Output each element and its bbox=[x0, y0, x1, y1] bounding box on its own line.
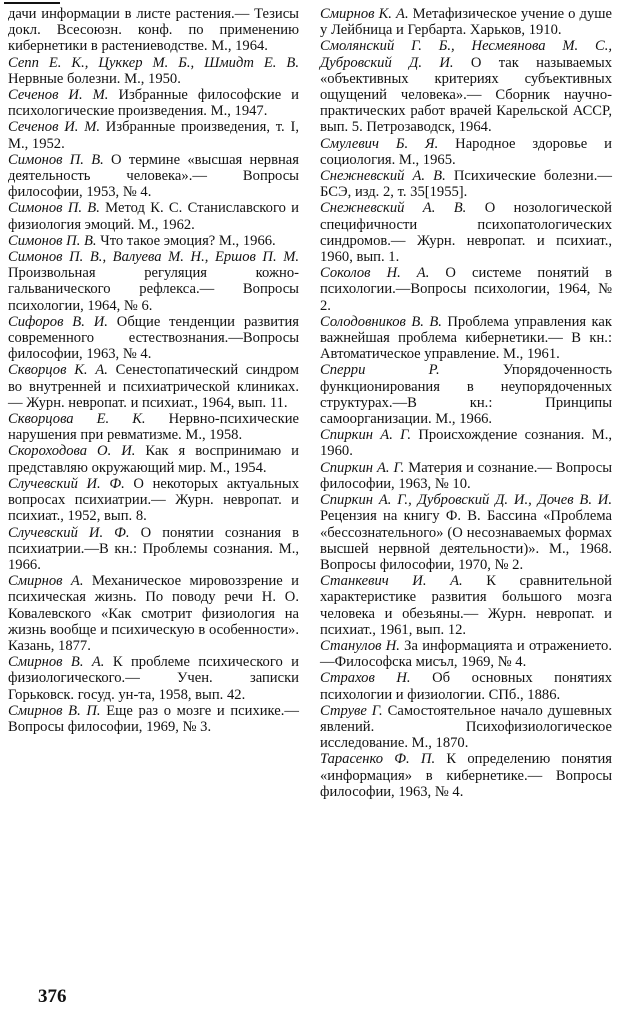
bibliography-entry bbox=[8, 152, 299, 201]
entry-author: Станкевич И. А. bbox=[320, 573, 463, 590]
entry-author: Спиркин А. Г. bbox=[320, 459, 405, 476]
entry-text: Упорядоченность функционирования в неупорядоченных структурах.—В кн.: Принципы самоорганизации. М., 1966. bbox=[320, 362, 612, 428]
entry-text: Рецензия на книгу Ф. В. Бассина «Проблема «бессознательного» (О несознаваемых формах высшей нервной деятельности)». М., 1968. Вопросы философии, 1970, № 2. bbox=[320, 508, 612, 573]
entry-author: Спиркин А. Г., Дубровский Д. И., Дочев В. И. bbox=[320, 492, 612, 509]
entry-author: Смолянский Г. Б., Несмеянова М. С., Дубровский Д. И. bbox=[320, 38, 612, 71]
bibliography-entry bbox=[320, 314, 612, 363]
entry-author: Сперри Р. bbox=[320, 362, 440, 379]
entry-text: Сенестопатический синдром во внутренней и психиатрической клиниках. — Журн. невропат. и психиат., 1964, вып. 11. bbox=[8, 362, 299, 411]
entry-text: Избранные произведения, т. I, М., 1952. bbox=[8, 119, 299, 152]
entry-author: Сепп Е. К., Цуккер М. Б., Шмидт Е. В. bbox=[8, 54, 299, 71]
entry-author: Сеченов И. М. bbox=[8, 87, 109, 104]
bibliography-left-column bbox=[8, 6, 299, 735]
bibliography-entry bbox=[320, 38, 612, 135]
bibliography-entry bbox=[8, 119, 299, 151]
entry-text: О понятии сознания в психиатрии.—В кн.: Проблемы сознания. М., 1966. bbox=[8, 524, 300, 573]
bibliography-entry bbox=[320, 573, 612, 638]
entry-author: Смирнов А. bbox=[8, 573, 84, 590]
entry-author: Смулевич Б. Я. bbox=[320, 135, 439, 152]
bibliography-entry bbox=[8, 476, 299, 525]
entry-author: Симонов П. В., Валуева М. Н., Ершов П. М. bbox=[8, 249, 299, 266]
entry-author: Симонов П. В. bbox=[8, 232, 97, 249]
entry-author: Струве Г. bbox=[320, 702, 383, 719]
entry-text: Материя и сознание.— Вопросы философии, 1963, № 10. bbox=[320, 459, 613, 492]
bibliography-entry bbox=[320, 265, 612, 314]
entry-text: Метафизическое учение о душе у Лейбница и Гербарта. Харьков, 1910. bbox=[320, 6, 612, 39]
entry-author: Скворцова Е. К. bbox=[8, 411, 146, 428]
entry-author: Сифоров В. И. bbox=[8, 313, 108, 330]
bibliography-entry bbox=[8, 314, 299, 363]
bibliography-entry bbox=[320, 6, 612, 38]
page-number: 376 bbox=[38, 986, 67, 1007]
entry-author: Симонов П. В. bbox=[8, 151, 104, 168]
entry-author: Смирнов В. А. bbox=[8, 654, 105, 671]
entry-text: О термине «высшая нервная деятельность человека».— Вопросы философии, 1953, № 4. bbox=[8, 151, 299, 201]
bibliography-entry bbox=[320, 136, 612, 168]
entry-text: Самостоятельное начало душевных явлений. Психофизиологическое исследование. М., 1870. bbox=[320, 702, 612, 752]
entry-text: Что такое эмоция? М., 1966. bbox=[96, 232, 276, 249]
entry-author: Снежневский А. В. bbox=[320, 200, 467, 217]
entry-text: Народное здоровье и социология. М., 1965. bbox=[320, 135, 612, 168]
entry-text: Общие тенденции развития современного естествознания.—Вопросы философии, 1963, № 4. bbox=[8, 313, 299, 363]
bibliography-entry bbox=[8, 362, 299, 411]
entry-text: К проблеме психического и физиологического.— Учен. записки Горьковск. госуд. ун-та, 1958, вып. 42. bbox=[8, 654, 299, 703]
entry-text: Проблема управления как важнейшая проблема кибернетики.— В кн.: Автоматическое управление. М., 1961. bbox=[320, 313, 612, 363]
entry-text: О так называемых «объективных критериях субъективных ощущений человека».— Сборник научно-практических работ врачей Карельской АССР, вып. 5. Петрозаводск, 1964. bbox=[320, 54, 612, 136]
entry-author: Сеченов И. М. bbox=[8, 119, 101, 136]
bibliography-entry bbox=[320, 362, 612, 427]
entry-author: Солодовников В. В. bbox=[320, 313, 442, 330]
entry-text: Об основных понятиях психологии и физиологии. СПб., 1886. bbox=[320, 670, 612, 703]
entry-author: Смирнов К. А. bbox=[320, 6, 409, 22]
bibliography-right-column bbox=[320, 6, 612, 800]
entry-text: Метод К. С. Станиславского и физиология эмоций. М., 1962. bbox=[8, 200, 299, 233]
entry-author: Снежневский А. В. bbox=[320, 168, 446, 185]
entry-text: дачи информации в листе растения.— Тезисы докл. Всесоюзн. конф. по применению кибернетики в растениеводстве. М., 1964. bbox=[8, 6, 299, 55]
bibliography-entry bbox=[320, 703, 612, 752]
bibliography-entry bbox=[8, 6, 299, 55]
entry-author: Случевский И. Ф. bbox=[8, 475, 125, 492]
bibliography-entry bbox=[8, 525, 299, 574]
entry-author: Смирнов В. П. bbox=[8, 702, 101, 719]
bibliography-entry bbox=[320, 670, 612, 702]
entry-author: Симонов П. В. bbox=[8, 200, 100, 217]
bibliography-entry bbox=[320, 168, 612, 200]
bibliography-entry bbox=[320, 492, 612, 573]
bibliography-entry bbox=[320, 460, 612, 492]
entry-text: О нозологической специфичности психопатологических синдромов.— Журн. невропат. и психиат., 1960, вып. 1. bbox=[320, 200, 612, 266]
entry-text: За информацията и отражението.—Философска мисъл, 1969, № 4. bbox=[320, 637, 612, 671]
bibliography-entry bbox=[8, 703, 299, 735]
bibliography-entry bbox=[8, 411, 299, 443]
entry-text: Еще раз о мозге и психике.— Вопросы философии, 1969, № 3. bbox=[8, 702, 299, 735]
entry-author: Спиркин А. Г. bbox=[320, 427, 412, 444]
bibliography-entry bbox=[8, 443, 299, 475]
entry-text: Произвольная регуляция кожно-гальванического рефлекса.— Вопросы психологии, 1964, № 6. bbox=[8, 265, 299, 314]
bibliography-entry bbox=[8, 55, 299, 87]
entry-text: Происхождение сознания. М., 1960. bbox=[320, 427, 612, 460]
entry-author: Соколов Н. А. bbox=[320, 265, 430, 282]
bibliography-entry bbox=[8, 654, 299, 703]
entry-text: О некоторых актуальных вопросах психиатрии.— Журн. невропат. и психиат., 1952, вып. 8. bbox=[8, 475, 299, 525]
bibliography-entry bbox=[8, 249, 299, 314]
bibliography-entry bbox=[8, 87, 299, 119]
entry-text: К сравнительной характеристике развития большого мозга человека и обезьяны.— Журн. невропат. и психиат., 1961, вып. 12. bbox=[320, 573, 612, 638]
bibliography-entry bbox=[8, 200, 299, 232]
bibliography-entry bbox=[320, 638, 612, 670]
bibliography-entry bbox=[320, 751, 612, 800]
entry-text: О системе понятий в психологии.—Вопросы психологии, 1964, № 2. bbox=[320, 265, 612, 314]
entry-text: К определению понятия «информация» в кибернетике.— Вопросы философии, 1963, № 4. bbox=[320, 751, 612, 800]
bibliography-entry bbox=[8, 233, 299, 249]
entry-author: Скороходова О. И. bbox=[8, 443, 136, 460]
entry-text: Избранные философские и психологические произведения. М., 1947. bbox=[8, 87, 299, 120]
entry-author: Скворцов К. А. bbox=[8, 362, 108, 379]
entry-author: Страхов Н. bbox=[320, 670, 411, 687]
bibliography-entry bbox=[320, 427, 612, 459]
bibliography-entry bbox=[320, 200, 612, 265]
entry-text: Как я воспринимаю и представляю окружающий мир. М., 1954. bbox=[8, 443, 299, 476]
entry-text: Механическое мировоззрение и психическая жизнь. По поводу речи Н. О. Ковалевского «Как смотрит физиология на жизнь вообще и психическую в особенности». Казань, 1877. bbox=[8, 573, 299, 654]
entry-author: Случевский И. Ф. bbox=[8, 524, 130, 541]
entry-text: Нервные болезни. М., 1950. bbox=[8, 70, 181, 87]
bibliography-entry bbox=[8, 573, 299, 654]
entry-author: Станулов Н. bbox=[320, 637, 400, 654]
top-rule bbox=[4, 2, 60, 4]
entry-text: Психические болезни.— БСЭ, изд. 2, т. 35[1955]. bbox=[320, 168, 612, 201]
entry-author: Тарасенко Ф. П. bbox=[320, 751, 436, 768]
entry-text: Нервно-психические нарушения при ревматизме. М., 1958. bbox=[8, 411, 299, 444]
